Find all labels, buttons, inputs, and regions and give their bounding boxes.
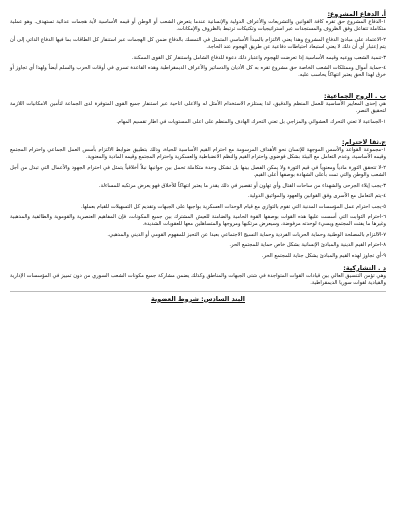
- divider: [10, 291, 386, 292]
- section-c-item-8: ٨-احترام القيم الدينية والمبادئ الإنسانية بشكل خاص حماية للمجتمع الحر.: [229, 242, 386, 249]
- section-a-item-2: ٢-الاعتماد على مبادئ الدفاع المشروع وهذا يعني الالتزام بالمبدأ الأساسي المتمثل في التمسك بالدفاع ضمن كل الهجمات عبر استنفار كل الطاقات بما فيها الدفاع الذاتي إلى أن يتم إعتبار أي أن ذلك لا يعني استبعاد احتياطات دفاعية عن طريق الهجوم عند الحاجة.: [10, 36, 386, 51]
- section-6-heading: البند السادس: شروط العضوية: [151, 294, 245, 303]
- section-c-heading: ج.ثقا لاحترام:: [341, 138, 386, 147]
- section-c-item-6: ٦-احترام الثوابت التي أسست عليها هذه القوات بوصفها القوة الحامية والضامنة للعيش المشترك بين جميع المكونات، فإن المفاهيم العنصرية والقوموية والطائفية والمذهبية وغيرها ما يفتت المجتمع ويسيء لوحدته مرفوضة، وسيعرض مرتكبها ومروجها والمتساهلين معها للعقوبات الشديدة.: [10, 213, 386, 228]
- section-a-item-3: ٣-تنمية الشعب ووعيه وقيمه الأساسية إذا تعرضت للهجوم واعتبار ذلك دعوة للدفاع الشامل واستنفار كل القوى الممكنة.: [131, 54, 386, 61]
- section-a-item-1: ١-الدفاع المشروع حق تقره كافة القوانين والتشريعات والأعراف الدولية والإنسانية عندما يتعرض الشعب أو الوطن أو قيمه الأساسية لأية هجمات عدائية تستهدف. وهو عملية متكاملة تتفاعل وفق الظروف والمستجدات عبر استراتيجيات وتكتيكات ترتبط بالظروف والإمكانات.: [10, 19, 386, 33]
- section-b-item-1: ١-الجماعية لا تعني التحرك العشوائي والمزاجي بل تعني التحرك الهادف والمنظم على اعلى المستويات في اطار تقسيم المهام.: [116, 118, 386, 125]
- section-c-item-4: ٤-يتم التعامل مع الأسرى وفق القوانين والعهود والمواثيق الدولية.: [247, 193, 386, 200]
- section-c-item-2: ٢-لا تتحقق الثورة مادياً ومعنوياً في قيم الثورة ولا يمكن الفصل بينها بل تشكل وحدة متكاملة تحمل بين جوانبها نبلاً أخلاقياً يتمثل في احترام الجهود والأعمال التي تبذل من أجل الشعب والوطن والتي تمت بأعلى الشهادة بوصفها أعلى القيم.: [10, 164, 386, 179]
- section-c-item-5: ٥-يجب احترام عمل المؤسسات المدنية التي تقوم بالتوازي مع قيام الوحدات العسكرية بواجبها على الجبهات وتقديم كل التسهيلات للقيام بعملها.: [80, 203, 386, 210]
- section-b-intro: هي إحدى المعايير الأساسية للعمل المنظم والدقيق، لذا يستلزم الاستخدام الأمثل له والاعلى اتاحية عبر استنفار جميع القوى المتوفرة لدى الجماعة لتأمين الامكانيات اللازمة لتحقيق النصر.: [10, 100, 386, 115]
- section-d-heading: د . التشاركية:: [343, 263, 386, 272]
- spacer: [10, 83, 386, 88]
- section-c-item-9: ٩-أي تجاوز لهذه القيم والمبادئ يشكل جناية للمجتمع الحر.: [261, 252, 386, 259]
- section-d-item-1: وهي تؤمن التنسيق العالي بين قيادات القوات المتواجدة في شتى الجبهات والمناطق وكذلك يضمن مشاركة جميع مكونات الشعب السوري من دون تمييز في المؤسسات الإدارية والقيادية لقوات سوريا الديمقراطية.: [10, 272, 386, 287]
- section-c-item-1: ١-مجموعة القواعد والأسس الموجهة للإنسان نحو الأهداف المرسومة مع احترام القيم الأساسية للحياة، وذلك بتطبيق ضوابط الالتزام بأسس العمل الجماعي واحترام المجتمع وقيمه الأساسية، وعدم التعامل مع البيئة بشكل فوضوي واحترام القيم والنظم الانضباطية والعسكرية واحترام المجتمع وقيمه المادية والمعنوية.: [10, 147, 386, 161]
- section-a-item-4: ٤-حماية أموال وممتلكات الشعب الخاصة حق مشروع تقره به كل الأديان والدساتير والأعراف الديمقراطية وهذه القاعدة تسري في أوقات الحرب والسلم أيضاً ولهذا أي تجاوز أو خرق لهذا الحق يعتبر انتهاكاً يحاسب عليه.: [10, 65, 386, 79]
- section-c-item-7: ٧-الالتزام بالمصلحة الوطنية وحماية الحريات الفردية وحماية النسيج الاجتماعي بعيدا عن التحيز للمفهوم القومي أو الديني والمذهبي.: [107, 231, 386, 238]
- spacer: [10, 129, 386, 134]
- section-c-item-3: ٣-يجب إيلاء الجرحى والشهداء من ساحات القتال وأي تهاون أو تقصير في ذلك يقدر ما يعتبر انتهاكاً للأخلاق فهو يعرض مرتكبه للمساءلة.: [98, 182, 386, 189]
- section-b-heading: ب . الروح الجماعية:: [324, 91, 386, 100]
- section-a-heading: أ. الدفاع المشروع:: [327, 10, 386, 18]
